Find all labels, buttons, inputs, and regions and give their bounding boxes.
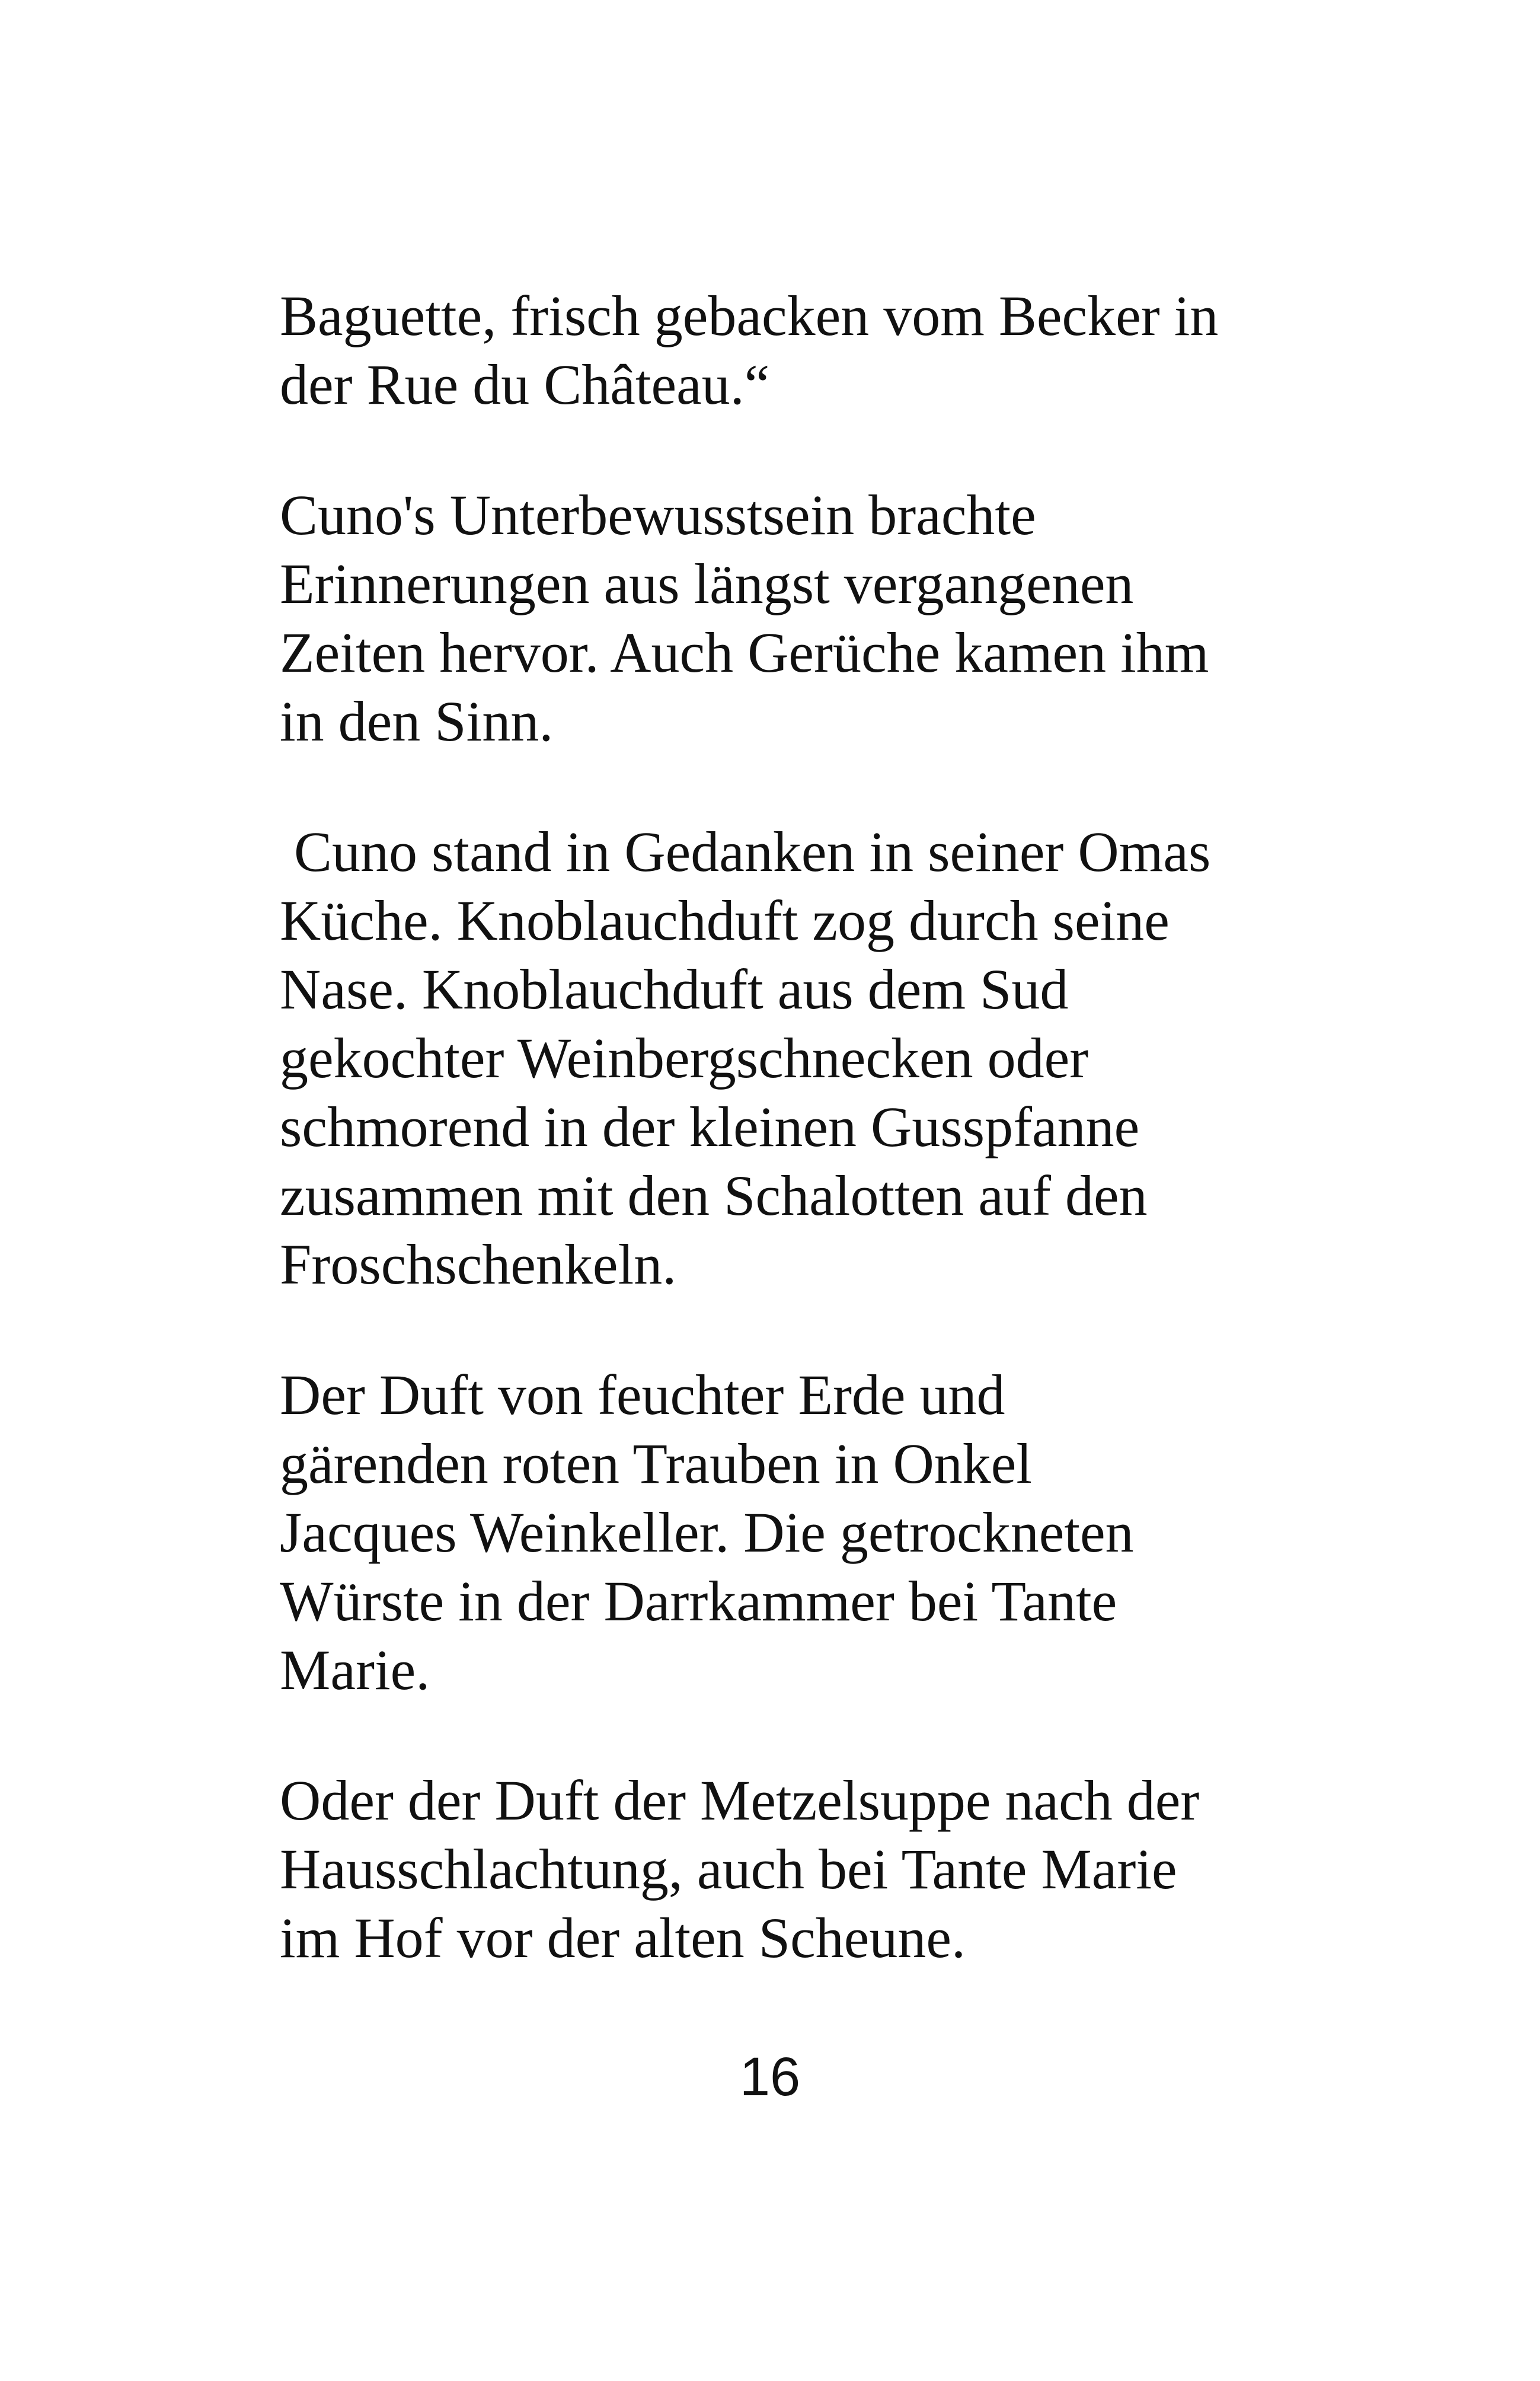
- text-line: Jacques Weinkeller. Die getrockneten: [280, 1501, 1134, 1564]
- text-line: zusammen mit den Schalotten auf den: [280, 1164, 1148, 1227]
- paragraph-1: [280, 282, 1299, 419]
- text-line: Marie.: [280, 1638, 430, 1702]
- text-line: gekochter Weinbergschnecken oder: [280, 1026, 1089, 1090]
- paragraph-3: [280, 818, 1299, 1299]
- text-line: Cuno's Unterbewusstsein brachte: [280, 483, 1036, 547]
- text-line: Nase. Knoblauchduft aus dem Sud: [280, 957, 1069, 1021]
- text-line: Zeiten hervor. Auch Gerüche kamen ihm: [280, 621, 1209, 684]
- text-line: Erinnerungen aus längst vergangenen: [280, 552, 1134, 615]
- text-line: schmorend in der kleinen Gusspfanne: [280, 1095, 1140, 1158]
- text-line: gärenden roten Trauben in Onkel: [280, 1432, 1033, 1495]
- text-line: Würste in der Darrkammer bei Tante: [280, 1569, 1117, 1633]
- text-line: Oder der Duft der Metzelsuppe nach der: [280, 1769, 1200, 1832]
- text-line: Der Duft von feuchter Erde und: [280, 1363, 1005, 1426]
- paragraph-2: [280, 481, 1299, 756]
- paragraph-5: [280, 1766, 1299, 1973]
- text-line: im Hof vor der alten Scheune.: [280, 1906, 966, 1970]
- body-text: [280, 282, 1299, 1973]
- text-line: Baguette, frisch gebacken vom Becker in: [280, 284, 1219, 347]
- text-line: der Rue du Château.“: [280, 353, 770, 416]
- text-line: Cuno stand in Gedanken in seiner Omas: [280, 820, 1211, 883]
- paragraph-4: [280, 1361, 1299, 1705]
- text-line: in den Sinn.: [280, 690, 554, 753]
- text-line: Froschschenkeln.: [280, 1233, 677, 1296]
- text-line: Küche. Knoblauchduft zog durch seine: [280, 889, 1170, 952]
- page-number: 16: [739, 2047, 801, 2107]
- text-line: Hausschlachtung, auch bei Tante Marie: [280, 1837, 1177, 1901]
